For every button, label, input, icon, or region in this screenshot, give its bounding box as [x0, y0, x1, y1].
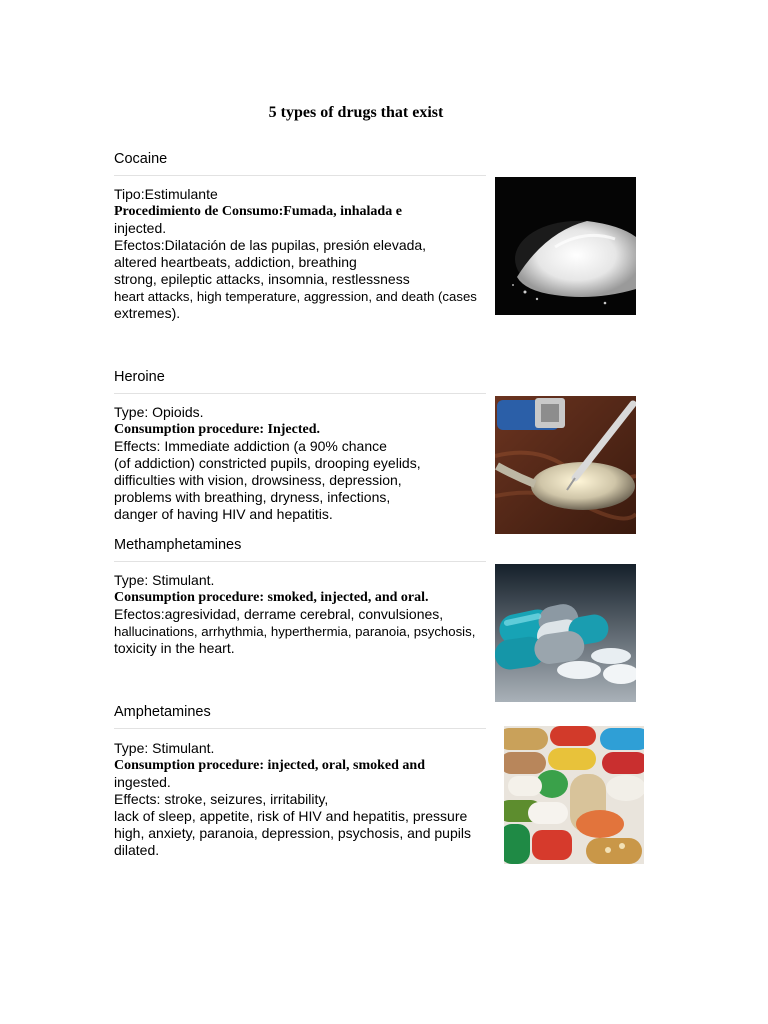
text-line: toxicity in the heart.	[114, 640, 235, 656]
text-line: strong, epileptic attacks, insomnia, restlessness	[114, 271, 410, 287]
text-line: Consumption procedure: injected, oral, smoked and	[114, 758, 426, 773]
section-body-methamphetamines	[114, 572, 475, 657]
text-line: Tipo:Estimulante	[114, 186, 218, 202]
section-heading-methamphetamines: Methamphetamines	[114, 537, 242, 553]
heroin-syringe-spoon-photo	[495, 396, 636, 534]
text-line: Efectos:Dilatación de las pupilas, presión elevada,	[114, 237, 427, 253]
text-line: high, anxiety, paranoia, depression, psychosis, and pupils	[114, 825, 471, 841]
text-line: altered heartbeats, addiction, breathing	[114, 254, 357, 270]
text-line: Procedimiento de Consumo:Fumada, inhalada e	[114, 204, 402, 219]
text-line: ingested.	[114, 774, 171, 790]
text-line: Effects: Immediate addiction (a 90% chance	[114, 438, 387, 454]
text-line: Type: Stimulant.	[114, 740, 215, 756]
text-line: Consumption procedure: smoked, injected, and oral.	[114, 590, 429, 605]
text-line: Type: Stimulant.	[114, 572, 215, 588]
colorful-pills-photo	[504, 726, 644, 864]
section-divider	[114, 561, 486, 562]
section-divider	[114, 393, 486, 394]
cocaine-powder-photo	[495, 177, 636, 315]
section-divider	[114, 728, 486, 729]
text-line: injected.	[114, 220, 167, 236]
section-body-heroine	[114, 404, 421, 523]
text-line: Effects: stroke, seizures, irritability,	[114, 791, 329, 807]
section-divider	[114, 175, 486, 176]
text-line: Efectos:agresividad, derrame cerebral, convulsiones,	[114, 606, 444, 622]
section-heading-amphetamines: Amphetamines	[114, 704, 211, 720]
text-line: extremes).	[114, 305, 181, 321]
text-line: lack of sleep, appetite, risk of HIV and hepatitis, pressure	[114, 808, 468, 824]
page-title: 5 types of drugs that exist	[268, 104, 444, 121]
text-line: Consumption procedure: Injected.	[114, 422, 320, 437]
text-line: problems with breathing, dryness, infections,	[114, 489, 391, 505]
text-line: Type: Opioids.	[114, 404, 204, 420]
text-line: (of addiction) constricted pupils, drooping eyelids,	[114, 455, 421, 471]
blue-capsules-photo	[495, 564, 636, 702]
text-line: hallucinations, arrhythmia, hyperthermia, paranoia, psychosis,	[114, 624, 476, 639]
section-heading-heroine: Heroine	[114, 369, 165, 385]
section-body-cocaine	[114, 186, 477, 322]
section-heading-cocaine: Cocaine	[114, 151, 168, 167]
section-body-amphetamines	[114, 740, 471, 859]
text-line: heart attacks, high temperature, aggression, and death (cases	[114, 289, 477, 304]
text-line: dilated.	[114, 842, 160, 858]
text-line: danger of having HIV and hepatitis.	[114, 506, 333, 522]
text-line: difficulties with vision, drowsiness, depression,	[114, 472, 402, 488]
